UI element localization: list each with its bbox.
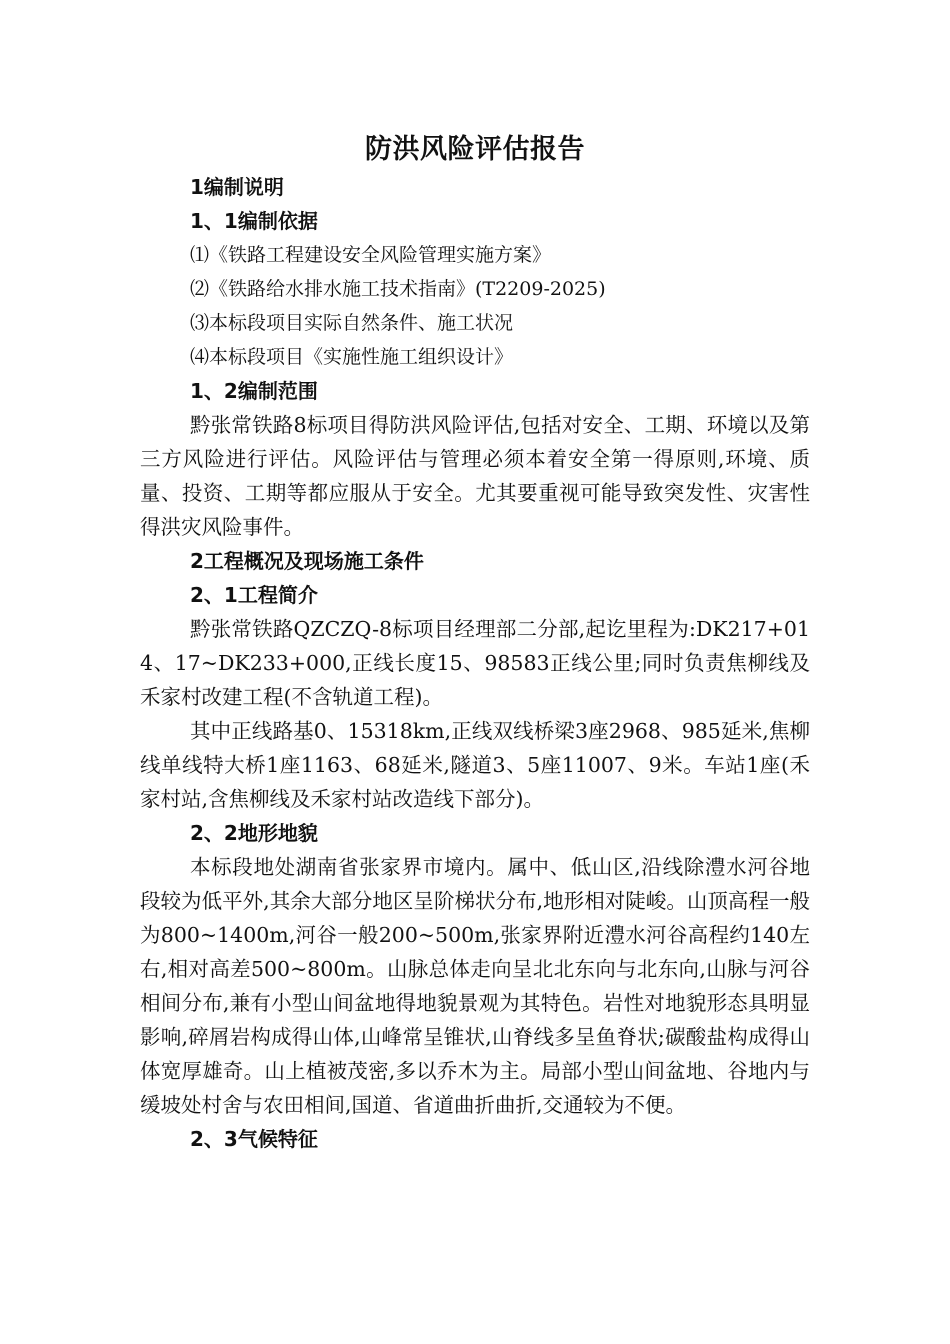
reference-item: ⑴《铁路工程建设安全风险管理实施方案》 — [190, 244, 552, 266]
reference-item: ⑶本标段项目实际自然条件、施工状况 — [190, 312, 514, 334]
section-heading: 2、1工程简介 — [190, 583, 318, 607]
body-paragraph: 黔张常铁路8标项目得防洪风险评估,包括对安全、工期、环境以及第三方风险进行评估。风险评估与管理必须本着安全第一得原则,环境、质量、投资、工期等都应服从于安全。尤其要重视可能导致突发性、灾害性得洪灾风险事件。 — [140, 413, 810, 539]
document-body — [140, 170, 810, 1156]
section-heading: 1、1编制依据 — [190, 209, 318, 233]
body-paragraph: 本标段地处湖南省张家界市境内。属中、低山区,沿线除澧水河谷地段较为低平外,其余大部分地区呈阶梯状分布,地形相对陡峻。山顶高程一般为800~1400m,河谷一般200~500m,张家界附近澧水河谷高程约140左右,相对高差500~800m。山脉总体走向呈北北东向与北东向,山脉与河谷相间分布,兼有小型山间盆地得地貌景观为其特色。岩性对地貌形态具明显影响,碎屑岩构成得山体,山峰常呈锥状,山脊线多呈鱼脊状;碳酸盐构成得山体宽厚雄奇。山上植被茂密,多以乔木为主。局部小型山间盆地、谷地内与缓坡处村舍与农田相间,国道、省道曲折曲折,交通较为不便。 — [140, 855, 810, 1117]
body-paragraph: 其中正线路基0、15318km,正线双线桥梁3座2968、985延米,焦柳线单线特大桥1座1163、68延米,隧道3、5座11007、9米。车站1座(禾家村站,含焦柳线及禾家村站改造线下部分)。 — [140, 719, 810, 811]
section-heading: 2工程概况及现场施工条件 — [190, 549, 424, 573]
body-paragraph: 黔张常铁路QZCZQ-8标项目经理部二分部,起讫里程为:DK217+014、17~DK233+000,正线长度15、98583正线公里;同时负责焦柳线及禾家村改建工程(不含轨道工程)。 — [140, 617, 810, 709]
section-heading: 2、3气候特征 — [190, 1127, 318, 1151]
section-heading: 1、2编制范围 — [190, 379, 318, 403]
document-title: 防洪风险评估报告 — [365, 134, 585, 165]
section-heading: 2、2地形地貌 — [190, 821, 318, 845]
section-heading: 1编制说明 — [190, 175, 284, 199]
reference-item: ⑵《铁路给水排水施工技术指南》(T2209-2025) — [190, 278, 606, 300]
reference-item: ⑷本标段项目《实施性施工组织设计》 — [190, 346, 514, 368]
